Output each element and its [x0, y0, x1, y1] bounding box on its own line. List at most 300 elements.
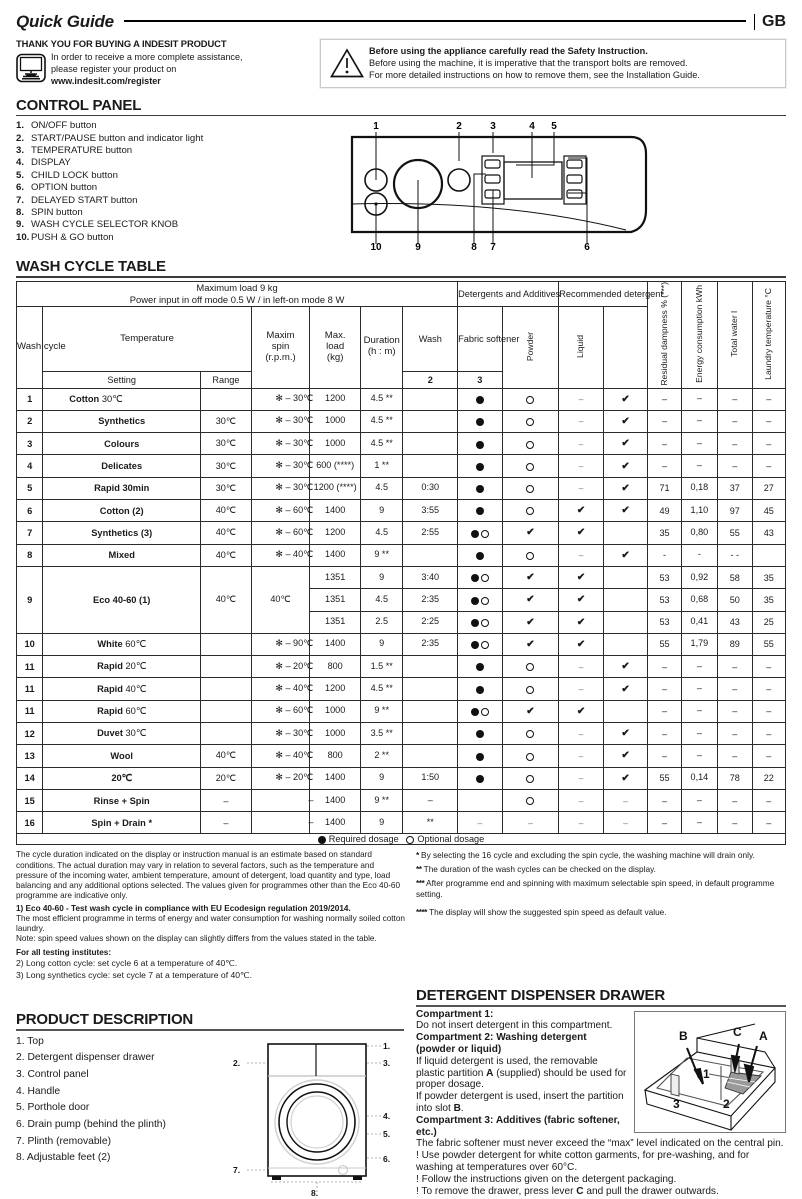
compartment-2-text-d: .: [460, 1102, 464, 1114]
cycle-number: 5: [17, 477, 43, 499]
dash-marker: –: [528, 817, 533, 828]
cycle-softener-dosage: [502, 433, 559, 455]
optional-dosage-marker: [526, 775, 534, 783]
cycle-laundry-temp: –: [752, 433, 786, 455]
header-powder: [502, 306, 559, 388]
optional-dosage-marker: [526, 730, 534, 738]
cycle-powder: [559, 544, 604, 566]
cycle-range: ✻ – 60℃: [251, 500, 310, 522]
cycle-setting: 20℃: [201, 767, 252, 789]
cycle-residual-dampness: –: [648, 789, 681, 811]
optional-dosage-marker: [526, 753, 534, 761]
cp-item-4: [16, 157, 342, 169]
dosage-legend-table: [16, 834, 786, 845]
footnote-3-text: After programme end and spinning with maximum selectable spin speed, in default programme setting.: [416, 878, 775, 899]
cycle-wash-dosage: [458, 767, 503, 789]
cycle-duration: 2:25: [403, 611, 458, 633]
cycle-energy: -: [681, 544, 717, 566]
footnote-1-text: By selecting the 16 cycle and excluding the spin cycle, the washing machine will drain only.: [421, 850, 755, 861]
cycle-max-spin: 1400: [310, 633, 361, 655]
cycle-residual-dampness: 49: [648, 500, 681, 522]
cycle-duration: [403, 433, 458, 455]
notes-right: [406, 850, 786, 983]
cycle-max-spin: 1400: [310, 767, 361, 789]
check-icon: ✔: [526, 527, 535, 539]
monitor-icon: [16, 53, 46, 83]
cycle-number: 4: [17, 455, 43, 477]
check-icon: ✔: [621, 415, 630, 427]
cycle-max-spin: 1400: [310, 812, 361, 834]
max-spin-line-2: spin: [271, 340, 290, 352]
cycle-softener-dosage: [502, 611, 559, 633]
cycle-powder: [559, 611, 604, 633]
header-residual-label: Residual dampness % (***): [658, 281, 669, 386]
optional-dosage-marker: [481, 574, 489, 582]
cycle-softener-dosage: [502, 678, 559, 700]
cycle-residual-dampness: –: [648, 656, 681, 678]
compartment-2-text-b: (supplied) should be used for proper dosage.: [416, 1067, 627, 1091]
cycle-laundry-temp: –: [752, 678, 786, 700]
cycle-duration: 2:35: [403, 633, 458, 655]
cycle-powder: [559, 566, 604, 588]
cycle-max-load: 9: [360, 633, 402, 655]
check-icon: ✔: [621, 728, 630, 740]
cycle-powder: [559, 500, 604, 522]
svg-text:1: 1: [373, 121, 379, 133]
cycle-setting: 40℃: [201, 544, 252, 566]
cycle-number: 11: [17, 656, 43, 678]
cycle-liquid: [603, 477, 648, 499]
partition-a-label: A: [486, 1067, 494, 1079]
cycle-name: Synthetics: [43, 410, 201, 432]
cycle-water: - -: [718, 544, 752, 566]
cycle-softener-dosage: [502, 388, 559, 410]
cycle-energy: 0,41: [681, 611, 717, 633]
cycle-number: 11: [17, 700, 43, 722]
header-water: [718, 281, 752, 388]
cycle-duration: 1:50: [403, 767, 458, 789]
cycle-energy: 0,80: [681, 522, 717, 544]
cycle-softener-dosage: [502, 656, 559, 678]
cycle-powder: [559, 745, 604, 767]
cycle-max-load: 1 **: [360, 455, 402, 477]
cp-label-10: PUSH & GO button: [31, 231, 114, 243]
cycle-name: Rapid 60℃: [43, 700, 201, 722]
required-dosage-label: Required dosage: [328, 834, 399, 845]
header-laundry-temp-label: Laundry temperature °C: [763, 287, 774, 380]
cycle-number: 15: [17, 789, 43, 811]
cycle-name: Rapid 20℃: [43, 656, 201, 678]
optional-dosage-icon: [406, 836, 414, 844]
cycle-max-load: 9 **: [360, 700, 402, 722]
cycle-setting: 40℃: [201, 500, 252, 522]
table-row: [17, 477, 786, 499]
dosage-legend: [17, 834, 786, 845]
required-dosage-marker: [476, 485, 484, 493]
cycle-water: 78: [718, 767, 752, 789]
cycle-name: Rinse + Spin: [43, 789, 201, 811]
cycle-range: –: [251, 789, 310, 811]
check-icon: ✔: [576, 705, 586, 717]
cycle-softener-dosage: [502, 566, 559, 588]
cycle-residual-dampness: –: [648, 410, 681, 432]
pd-item-2: 2. Detergent dispenser drawer: [16, 1052, 155, 1064]
cp-label-6: OPTION button: [31, 182, 98, 194]
header-laundry-temp: [752, 281, 786, 388]
check-icon: ✔: [621, 772, 630, 784]
cycle-energy: –: [681, 433, 717, 455]
check-icon: ✔: [526, 616, 535, 628]
cp-label-4: DISPLAY: [31, 157, 71, 169]
cycle-water: –: [718, 700, 752, 722]
cycle-max-load: 4.5: [360, 522, 402, 544]
table-row: [17, 566, 786, 588]
optional-dosage-marker: [526, 663, 534, 671]
pd-item-3: 3. Control panel: [16, 1068, 89, 1080]
cycle-laundry-temp: –: [752, 700, 786, 722]
cp-num-5: 5.: [16, 169, 25, 181]
cycle-max-load: 9: [360, 566, 402, 588]
optional-dosage-marker: [481, 530, 489, 538]
cycle-duration: [403, 455, 458, 477]
required-dosage-marker: [476, 663, 484, 671]
check-icon: ✔: [621, 549, 630, 561]
cycle-residual-dampness: 71: [648, 477, 681, 499]
pd-item-5: 5. Porthole door: [16, 1102, 90, 1114]
drawer-label-B: B: [679, 1028, 688, 1043]
cycle-wash-dosage: [458, 656, 503, 678]
thank-you-text: THANK YOU FOR BUYING A INDESIT PRODUCT: [16, 38, 227, 49]
cycle-water: –: [718, 723, 752, 745]
cycle-range: ✻ – 30℃: [251, 455, 310, 477]
cycle-max-spin: 1200: [310, 678, 361, 700]
cycle-energy: –: [681, 656, 717, 678]
cycle-water: –: [718, 789, 752, 811]
page-header: [16, 0, 786, 32]
footnote-3: [416, 878, 786, 900]
header-temperature: Temperature: [43, 306, 251, 371]
cycle-laundry-temp: 27: [752, 477, 786, 499]
cycle-range: ✻ – 30℃: [251, 388, 310, 410]
cycle-wash-dosage: [458, 700, 503, 722]
compartment-2-title: Compartment 2: Washing detergent (powder or liquid): [416, 1032, 587, 1055]
cycle-range: ✻ – 30℃: [251, 477, 310, 499]
optional-dosage-marker: [526, 485, 534, 493]
check-icon: ✔: [526, 638, 535, 650]
max-spin-line-3: (r.p.m.): [265, 351, 296, 363]
header-fabric-softener: Fabric softener: [458, 306, 503, 371]
cycle-wash-dosage: [458, 477, 503, 499]
cycle-powder: [559, 388, 604, 410]
cycle-powder: [559, 633, 604, 655]
cycle-water: 43: [718, 611, 752, 633]
cp-num-10: 10.: [16, 231, 30, 243]
footnote-3-mark: ***: [416, 878, 425, 889]
check-icon: ✔: [621, 482, 630, 494]
compartment-1-text: Do not insert detergent in this compartment.: [416, 1020, 613, 1032]
cycle-setting: 30℃: [201, 433, 252, 455]
dash-marker: –: [578, 661, 584, 672]
cycle-laundry-temp: 35: [752, 589, 786, 611]
cycle-powder: [559, 410, 604, 432]
check-icon: ✔: [621, 393, 630, 405]
cycle-max-spin: 1200 (****): [310, 477, 361, 499]
svg-text:3: 3: [490, 121, 496, 133]
cycle-setting: [201, 633, 252, 655]
check-icon: ✔: [526, 705, 535, 717]
footnote-4: [416, 907, 786, 918]
cycle-name: Duvet 30℃: [43, 723, 201, 745]
note-eco-title: 1) Eco 40-60 - Test wash cycle in compliance with EU Ecodesign regulation 2019/2014.: [16, 903, 351, 913]
cycle-liquid: [603, 566, 648, 588]
cycle-energy: 1,10: [681, 500, 717, 522]
required-dosage-marker: [476, 396, 484, 404]
cycle-energy: –: [681, 410, 717, 432]
table-row: [17, 678, 786, 700]
svg-text:5: 5: [551, 121, 557, 133]
check-icon: ✔: [576, 594, 586, 606]
cycle-softener-dosage: [502, 723, 559, 745]
compartment-3-title: Compartment 3: Additives (fabric softener, etc.): [416, 1114, 620, 1138]
cycle-range: ✻ – 60℃: [251, 522, 310, 544]
footnote-1: [416, 850, 786, 861]
dash-marker: –: [578, 684, 584, 695]
cycle-softener-dosage: [502, 477, 559, 499]
cycle-wash-dosage: [458, 745, 503, 767]
cycle-number: 11: [17, 678, 43, 700]
control-panel-legend-list: [16, 120, 342, 253]
cycle-range: ✻ – 20℃: [251, 767, 310, 789]
product-description-section: [16, 987, 404, 1198]
cycle-water: 37: [718, 477, 752, 499]
required-dosage-marker: [471, 574, 479, 582]
header-max-spin: [251, 306, 310, 388]
cycle-water: 55: [718, 522, 752, 544]
optional-dosage-marker: [481, 641, 489, 649]
cycle-max-spin: 1000: [310, 433, 361, 455]
table-row: [17, 410, 786, 432]
header-water-label: Total water l: [729, 310, 740, 357]
max-spin-line-1: Maxim: [266, 329, 295, 341]
compartment-2-text-a: If liquid detergent is used, the removable plastic partition: [416, 1055, 598, 1079]
cycle-max-spin: 600 (****): [310, 455, 361, 477]
wash-cycle-table: [16, 281, 786, 835]
cycle-laundry-temp: –: [752, 723, 786, 745]
cycle-max-spin: 1351: [310, 566, 361, 588]
cycle-powder: [559, 433, 604, 455]
header-wash: Wash: [403, 306, 458, 371]
cycle-laundry-temp: –: [752, 455, 786, 477]
table-header-row-top: [17, 281, 786, 306]
cycle-name: 20℃: [43, 767, 201, 789]
cycle-liquid: [603, 433, 648, 455]
cycle-max-load: 4.5 **: [360, 388, 402, 410]
required-dosage-marker: [476, 507, 484, 515]
cycle-max-load: 2.5: [360, 611, 402, 633]
optional-dosage-marker: [526, 418, 534, 426]
cp-label-7: DELAYED START button: [31, 194, 138, 206]
register-url[interactable]: www.indesit.com/register: [51, 75, 161, 86]
cycle-liquid: [603, 633, 648, 655]
cp-num-7: 7.: [16, 194, 25, 206]
cycle-residual-dampness: 53: [648, 589, 681, 611]
optional-dosage-marker: [526, 507, 534, 515]
cycle-liquid: [603, 767, 648, 789]
cycle-setting: [201, 678, 252, 700]
required-dosage-marker: [471, 597, 479, 605]
cycle-max-load: 9 **: [360, 544, 402, 566]
dispenser-rule: [416, 1005, 786, 1006]
cycle-number: 10: [17, 633, 43, 655]
dash-marker: –: [578, 550, 584, 561]
cycle-setting: 30℃: [201, 410, 252, 432]
product-parts-list: [16, 1034, 231, 1199]
footnote-4-mark: ****: [416, 906, 427, 917]
cycle-powder: [559, 656, 604, 678]
cp-item-8: [16, 207, 342, 219]
cycle-laundry-temp: 55: [752, 633, 786, 655]
warning-line-2: For more detailed instructions on how to remove them, see the Installation Guide.: [369, 70, 700, 81]
header-rule: [124, 20, 746, 22]
cycle-max-spin: 800: [310, 745, 361, 767]
optional-dosage-marker: [526, 552, 534, 560]
cycle-duration: [403, 678, 458, 700]
cycle-powder: [559, 477, 604, 499]
cycle-max-spin: 1200: [310, 388, 361, 410]
cycle-liquid: [603, 812, 648, 834]
dash-marker: –: [578, 795, 584, 806]
cycle-powder: [559, 522, 604, 544]
cycle-liquid: [603, 388, 648, 410]
cycle-liquid: [603, 611, 648, 633]
register-line-1: In order to receive a more complete assistance,: [51, 52, 243, 62]
cp-label-3: TEMPERATURE button: [31, 145, 133, 157]
cycle-duration: [403, 410, 458, 432]
control-panel-rule: [16, 115, 786, 117]
pd-item-8: 8. Adjustable feet (2): [16, 1152, 111, 1164]
cycle-max-spin: 1351: [310, 611, 361, 633]
cycle-residual-dampness: –: [648, 700, 681, 722]
cycle-range: ✻ – 30℃: [251, 723, 310, 745]
warning-title: Before using the appliance carefully read the Safety Instruction.: [369, 46, 648, 56]
check-icon: ✔: [576, 505, 586, 517]
table-row: [17, 767, 786, 789]
cycle-max-load: 4.5 **: [360, 410, 402, 432]
cp-label-5: CHILD LOCK button: [31, 169, 118, 181]
check-icon: ✔: [621, 505, 630, 517]
cycle-residual-dampness: 53: [648, 611, 681, 633]
svg-text:4: 4: [529, 121, 535, 133]
wash-table-rule: [16, 276, 786, 278]
dash-marker: –: [578, 750, 584, 761]
wm-callout-8: 8.: [311, 1187, 319, 1198]
cycle-laundry-temp: [752, 544, 786, 566]
cycle-water: 89: [718, 633, 752, 655]
header-duration: [360, 306, 402, 388]
cycle-wash-dosage: [458, 455, 503, 477]
cycle-wash-dosage: [458, 500, 503, 522]
check-icon: ✔: [576, 616, 586, 628]
cycle-name: Mixed: [43, 544, 201, 566]
pd-item-7: 7. Plinth (removable): [16, 1135, 111, 1147]
cycle-name: Delicates: [43, 455, 201, 477]
notes-left: [16, 850, 406, 983]
cycle-softener-dosage: [502, 589, 559, 611]
cp-item-5: [16, 170, 342, 182]
drawer-label-C: C: [733, 1024, 742, 1039]
cycle-energy: –: [681, 678, 717, 700]
cycle-duration: 3:40: [403, 566, 458, 588]
cycle-residual-dampness: –: [648, 433, 681, 455]
cycle-duration: [403, 544, 458, 566]
cycle-softener-dosage: [502, 410, 559, 432]
cycle-range: ✻ – 30℃: [251, 410, 310, 432]
cycle-max-load: 1.5 **: [360, 656, 402, 678]
cycle-softener-dosage: [502, 767, 559, 789]
header-wash-cycle: Wash cycle: [17, 306, 43, 388]
cp-num-8: 8.: [16, 206, 25, 218]
cycle-range: ✻ – 30℃: [251, 433, 310, 455]
required-dosage-marker: [471, 708, 479, 716]
dispenser-section: [404, 987, 786, 1198]
required-dosage-marker: [476, 730, 484, 738]
table-row: [17, 745, 786, 767]
cycle-name: Spin + Drain *: [43, 812, 201, 834]
header-liquid: [559, 306, 604, 388]
cycle-energy: –: [681, 745, 717, 767]
cycle-water: 50: [718, 589, 752, 611]
header-powder-label: Powder: [524, 331, 535, 361]
cycle-number: 2: [17, 410, 43, 432]
required-dosage-marker: [471, 619, 479, 627]
cp-item-9: [16, 219, 342, 231]
cycle-max-load: 4.5: [360, 589, 402, 611]
cycle-wash-dosage: [458, 589, 503, 611]
cycle-powder: [559, 723, 604, 745]
cycle-setting: –: [201, 789, 252, 811]
warning-triangle-icon: [329, 45, 365, 82]
cycle-water: –: [718, 455, 752, 477]
cycle-number: 16: [17, 812, 43, 834]
table-row: [17, 789, 786, 811]
cycle-laundry-temp: –: [752, 745, 786, 767]
cycle-laundry-temp: –: [752, 789, 786, 811]
cycle-powder: [559, 812, 604, 834]
cycle-energy: –: [681, 789, 717, 811]
cycle-liquid: [603, 544, 648, 566]
note-testing-title: For all testing institutes:: [16, 948, 112, 958]
cycle-laundry-temp: –: [752, 812, 786, 834]
cycle-laundry-temp: –: [752, 656, 786, 678]
cycle-wash-dosage: [458, 522, 503, 544]
product-description-rule: [16, 1029, 404, 1030]
cycle-wash-dosage: [458, 388, 503, 410]
header-energy: [681, 281, 717, 388]
table-body: [17, 388, 786, 834]
cycle-wash-dosage: [458, 410, 503, 432]
registration-block: [16, 38, 308, 88]
svg-text:7: 7: [490, 242, 496, 254]
cycle-softener-dosage: [502, 544, 559, 566]
dispenser-instructions: [416, 1009, 786, 1198]
cycle-liquid: [603, 410, 648, 432]
cycle-softener-dosage: [502, 789, 559, 811]
max-load-line-b: load: [326, 340, 345, 352]
table-row: [17, 723, 786, 745]
cycle-energy: –: [681, 455, 717, 477]
cycle-duration: **: [403, 812, 458, 834]
cycle-liquid: [603, 589, 648, 611]
